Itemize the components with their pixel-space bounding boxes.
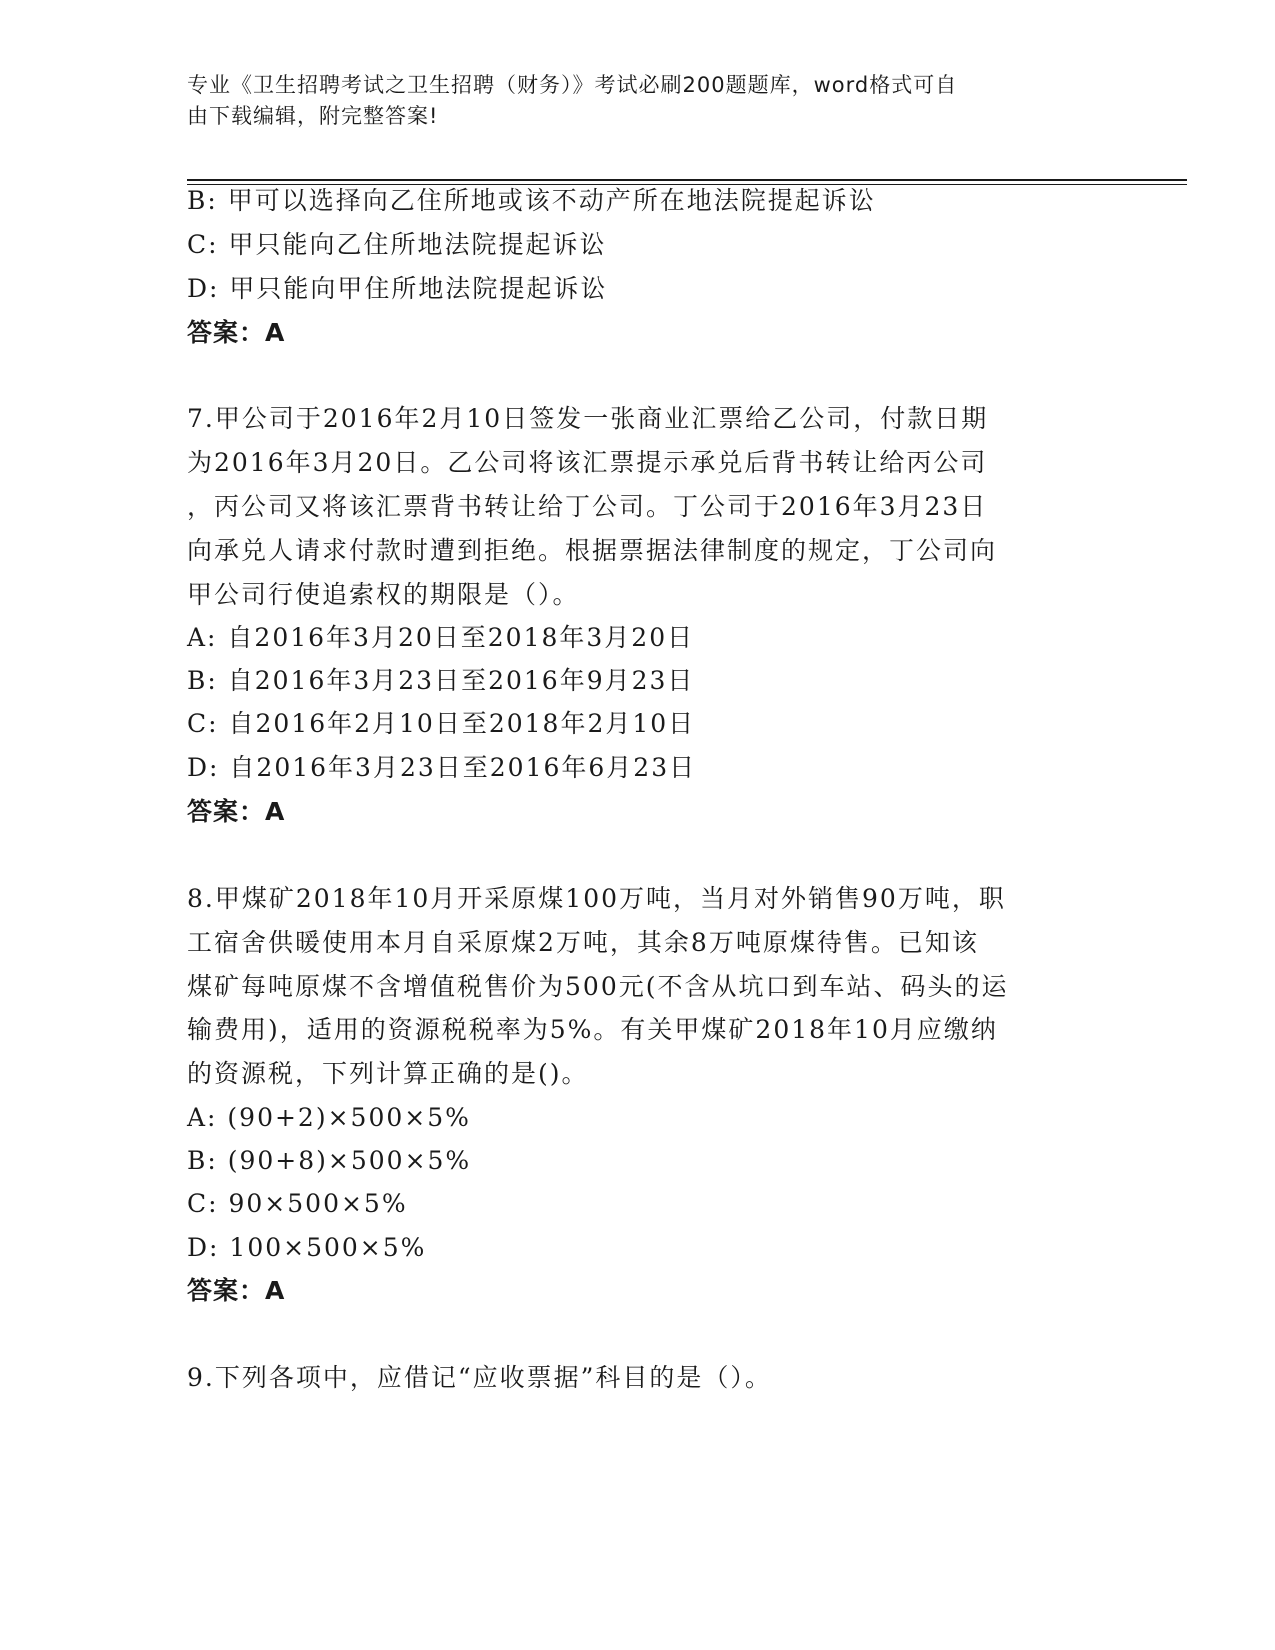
q8-stem-line-5: 的资源税，下列计算正确的是()。 bbox=[187, 1059, 589, 1088]
q6-option-d: D: 甲只能向甲住所地法院提起诉讼 bbox=[187, 274, 608, 303]
q8-option-b: B: (90+8)×500×5% bbox=[187, 1146, 472, 1175]
header-line-2: 由下载编辑，附完整答案! bbox=[187, 104, 439, 128]
q7-stem-line-1: 7.甲公司于2016年2月10日签发一张商业汇票给乙公司，付款日期 bbox=[187, 404, 989, 433]
q7-stem-line-3: ，丙公司又将该汇票背书转让给丁公司。丁公司于2016年3月23日 bbox=[187, 492, 988, 521]
q6-option-c: C: 甲只能向乙住所地法院提起诉讼 bbox=[187, 230, 607, 259]
document-header bbox=[187, 70, 1067, 132]
q8-answer: 答案：A bbox=[187, 1276, 286, 1305]
header-line-1: 专业《卫生招聘考试之卫生招聘（财务）》考试必刷200题题库，word格式可自 bbox=[187, 73, 958, 97]
q8-option-a: A: (90+2)×500×5% bbox=[187, 1103, 471, 1132]
header-rule-thin bbox=[187, 184, 1187, 185]
q6-answer: 答案：A bbox=[187, 318, 286, 347]
q6-option-b: B: 甲可以选择向乙住所地或该不动产所在地法院提起诉讼 bbox=[187, 186, 876, 215]
q7-answer: 答案：A bbox=[187, 797, 286, 826]
q7-option-c: C: 自2016年2月10日至2018年2月10日 bbox=[187, 709, 696, 738]
q7-stem-line-5: 甲公司行使追索权的期限是（）。 bbox=[187, 580, 580, 609]
q8-stem-line-1: 8.甲煤矿2018年10月开采原煤100万吨，当月对外销售90万吨，职 bbox=[187, 884, 1006, 913]
header-rule-thick bbox=[187, 179, 1187, 181]
q7-stem-line-2: 为2016年3月20日。乙公司将该汇票提示承兑后背书转让给丙公司 bbox=[187, 448, 988, 477]
q8-stem-line-2: 工宿舍供暖使用本月自采原煤2万吨，其余8万吨原煤待售。已知该 bbox=[187, 928, 979, 957]
q8-option-c: C: 90×500×5% bbox=[187, 1189, 408, 1218]
q8-stem-line-3: 煤矿每吨原煤不含增值税售价为500元(不含从坑口到车站、码头的运 bbox=[187, 972, 1009, 1001]
q7-stem-line-4: 向承兑人请求付款时遭到拒绝。根据票据法律制度的规定，丁公司向 bbox=[187, 536, 998, 565]
q8-option-d: D: 100×500×5% bbox=[187, 1233, 427, 1262]
q9-stem-line-1: 9.下列各项中，应借记“应收票据”科目的是（）。 bbox=[187, 1363, 772, 1392]
q8-stem-line-4: 输费用)，适用的资源税税率为5%。有关甲煤矿2018年10月应缴纳 bbox=[187, 1015, 998, 1044]
q7-option-b: B: 自2016年3月23日至2016年9月23日 bbox=[187, 666, 695, 695]
q7-option-d: D: 自2016年3月23日至2016年6月23日 bbox=[187, 753, 697, 782]
q7-option-a: A: 自2016年3月20日至2018年3月20日 bbox=[187, 623, 695, 652]
